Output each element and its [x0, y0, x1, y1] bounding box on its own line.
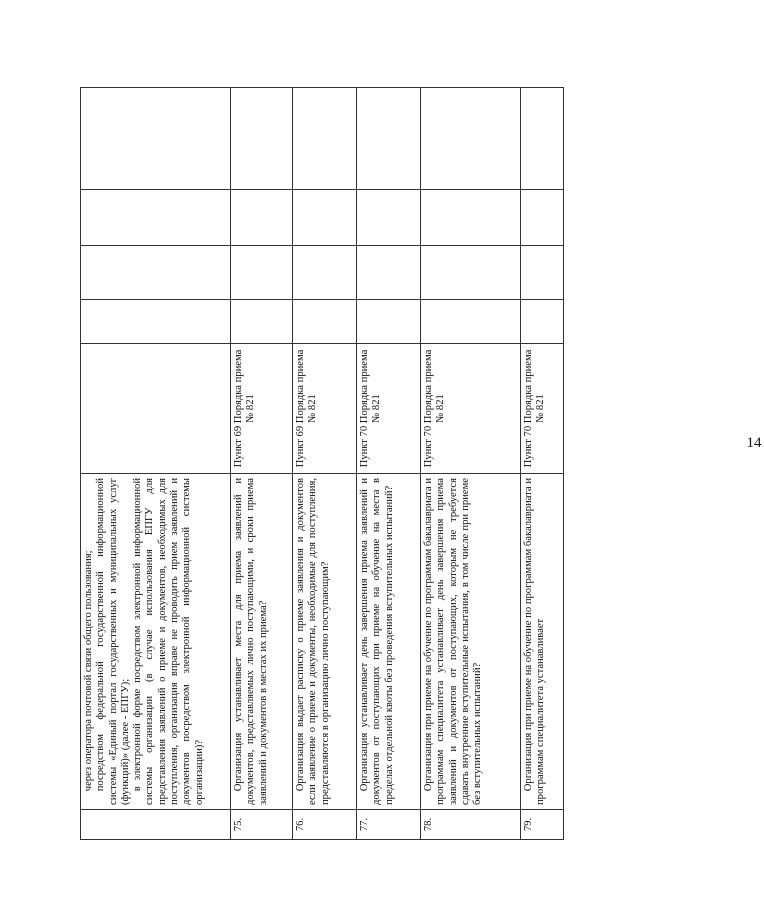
blank-cell	[421, 88, 521, 190]
table-row	[81, 88, 231, 840]
row-number: 79.	[521, 810, 564, 840]
rotated-page	[80, 88, 563, 840]
blank-cell	[293, 190, 357, 246]
table-row	[357, 88, 421, 840]
blank-cell	[357, 246, 421, 300]
question-text: Организация при приеме на обучение по программам бакалавриата и программам специалитета устанавливает	[523, 478, 547, 805]
table-row	[293, 88, 357, 840]
blank-cell	[231, 88, 293, 190]
reference-cell	[81, 344, 231, 474]
page-number: 14	[746, 435, 762, 451]
question-cell	[521, 474, 564, 810]
reference-cell: Пункт 70 Порядка приема № 821	[421, 344, 521, 474]
blank-cell	[357, 190, 421, 246]
table-row	[421, 88, 521, 840]
blank-cell	[231, 246, 293, 300]
question-text: в электронной форме посредством электронной информационной системы организации (в случае использования ЕПГУ для представления заявлений о приеме и документов, необходимых для поступления, организация вправе не проводить прием заявлений и документов посредством электронной информационной системы организации)?	[132, 478, 205, 805]
reference-cell: Пункт 70 Порядка приема № 821	[357, 344, 421, 474]
reference-cell: Пункт 69 Порядка приема № 821	[231, 344, 293, 474]
question-text: Организация при приеме на обучение по программам бакалавриата и программам специалитета устанавливает день завершения приема заявлений и документов от поступающих, которым не требуется сдавать внутренние вступительные испытания, в том числе при приеме без вступительных испытаний?	[423, 478, 484, 805]
question-text: Организация устанавливает день завершения приема заявлений и документов от поступающих при приеме на обучение на места в пределах отдельной квоты без проведения вступительных испытаний?	[359, 478, 395, 805]
row-number: 76.	[293, 810, 357, 840]
reference-cell: Пункт 70 Порядка приема № 821	[521, 344, 564, 474]
checklist-table	[80, 87, 564, 840]
blank-cell	[421, 246, 521, 300]
question-cell	[231, 474, 293, 810]
question-cell	[421, 474, 521, 810]
blank-cell	[521, 246, 564, 300]
blank-cell	[521, 190, 564, 246]
question-text: Организация устанавливает места для приема заявлений и документов, представляемых лично поступающими, и сроки приема заявлений и документов в местах их приема?	[233, 478, 269, 805]
blank-cell	[231, 190, 293, 246]
question-cell	[293, 474, 357, 810]
row-number: 75.	[231, 810, 293, 840]
table-row	[521, 88, 564, 840]
blank-cell	[521, 88, 564, 190]
blank-cell	[421, 190, 521, 246]
blank-cell	[421, 300, 521, 344]
blank-cell	[357, 88, 421, 190]
row-number: 77.	[357, 810, 421, 840]
blank-cell	[357, 300, 421, 344]
table-row	[231, 88, 293, 840]
row-number: 78.	[421, 810, 521, 840]
blank-cell	[81, 190, 231, 246]
question-text: посредством федеральной государственной информационной системы «Единый портал государственных и муниципальных услуг (функций)» (далее - ЕПГУ);	[95, 478, 131, 805]
blank-cell	[81, 88, 231, 190]
blank-cell	[231, 300, 293, 344]
question-cell	[357, 474, 421, 810]
blank-cell	[81, 300, 231, 344]
reference-cell: Пункт 69 Порядка приема № 821	[293, 344, 357, 474]
question-text: через оператора почтовой связи общего пользования;	[83, 550, 94, 792]
question-cell	[81, 474, 231, 810]
row-number	[81, 810, 231, 840]
blank-cell	[293, 246, 357, 300]
blank-cell	[521, 300, 564, 344]
question-text: Организация выдает расписку о приеме заявления и документов если заявление о приеме и документы, необходимые для поступления, представляются в организацию лично поступающим?	[295, 478, 331, 805]
blank-cell	[293, 300, 357, 344]
blank-cell	[81, 246, 231, 300]
blank-cell	[293, 88, 357, 190]
